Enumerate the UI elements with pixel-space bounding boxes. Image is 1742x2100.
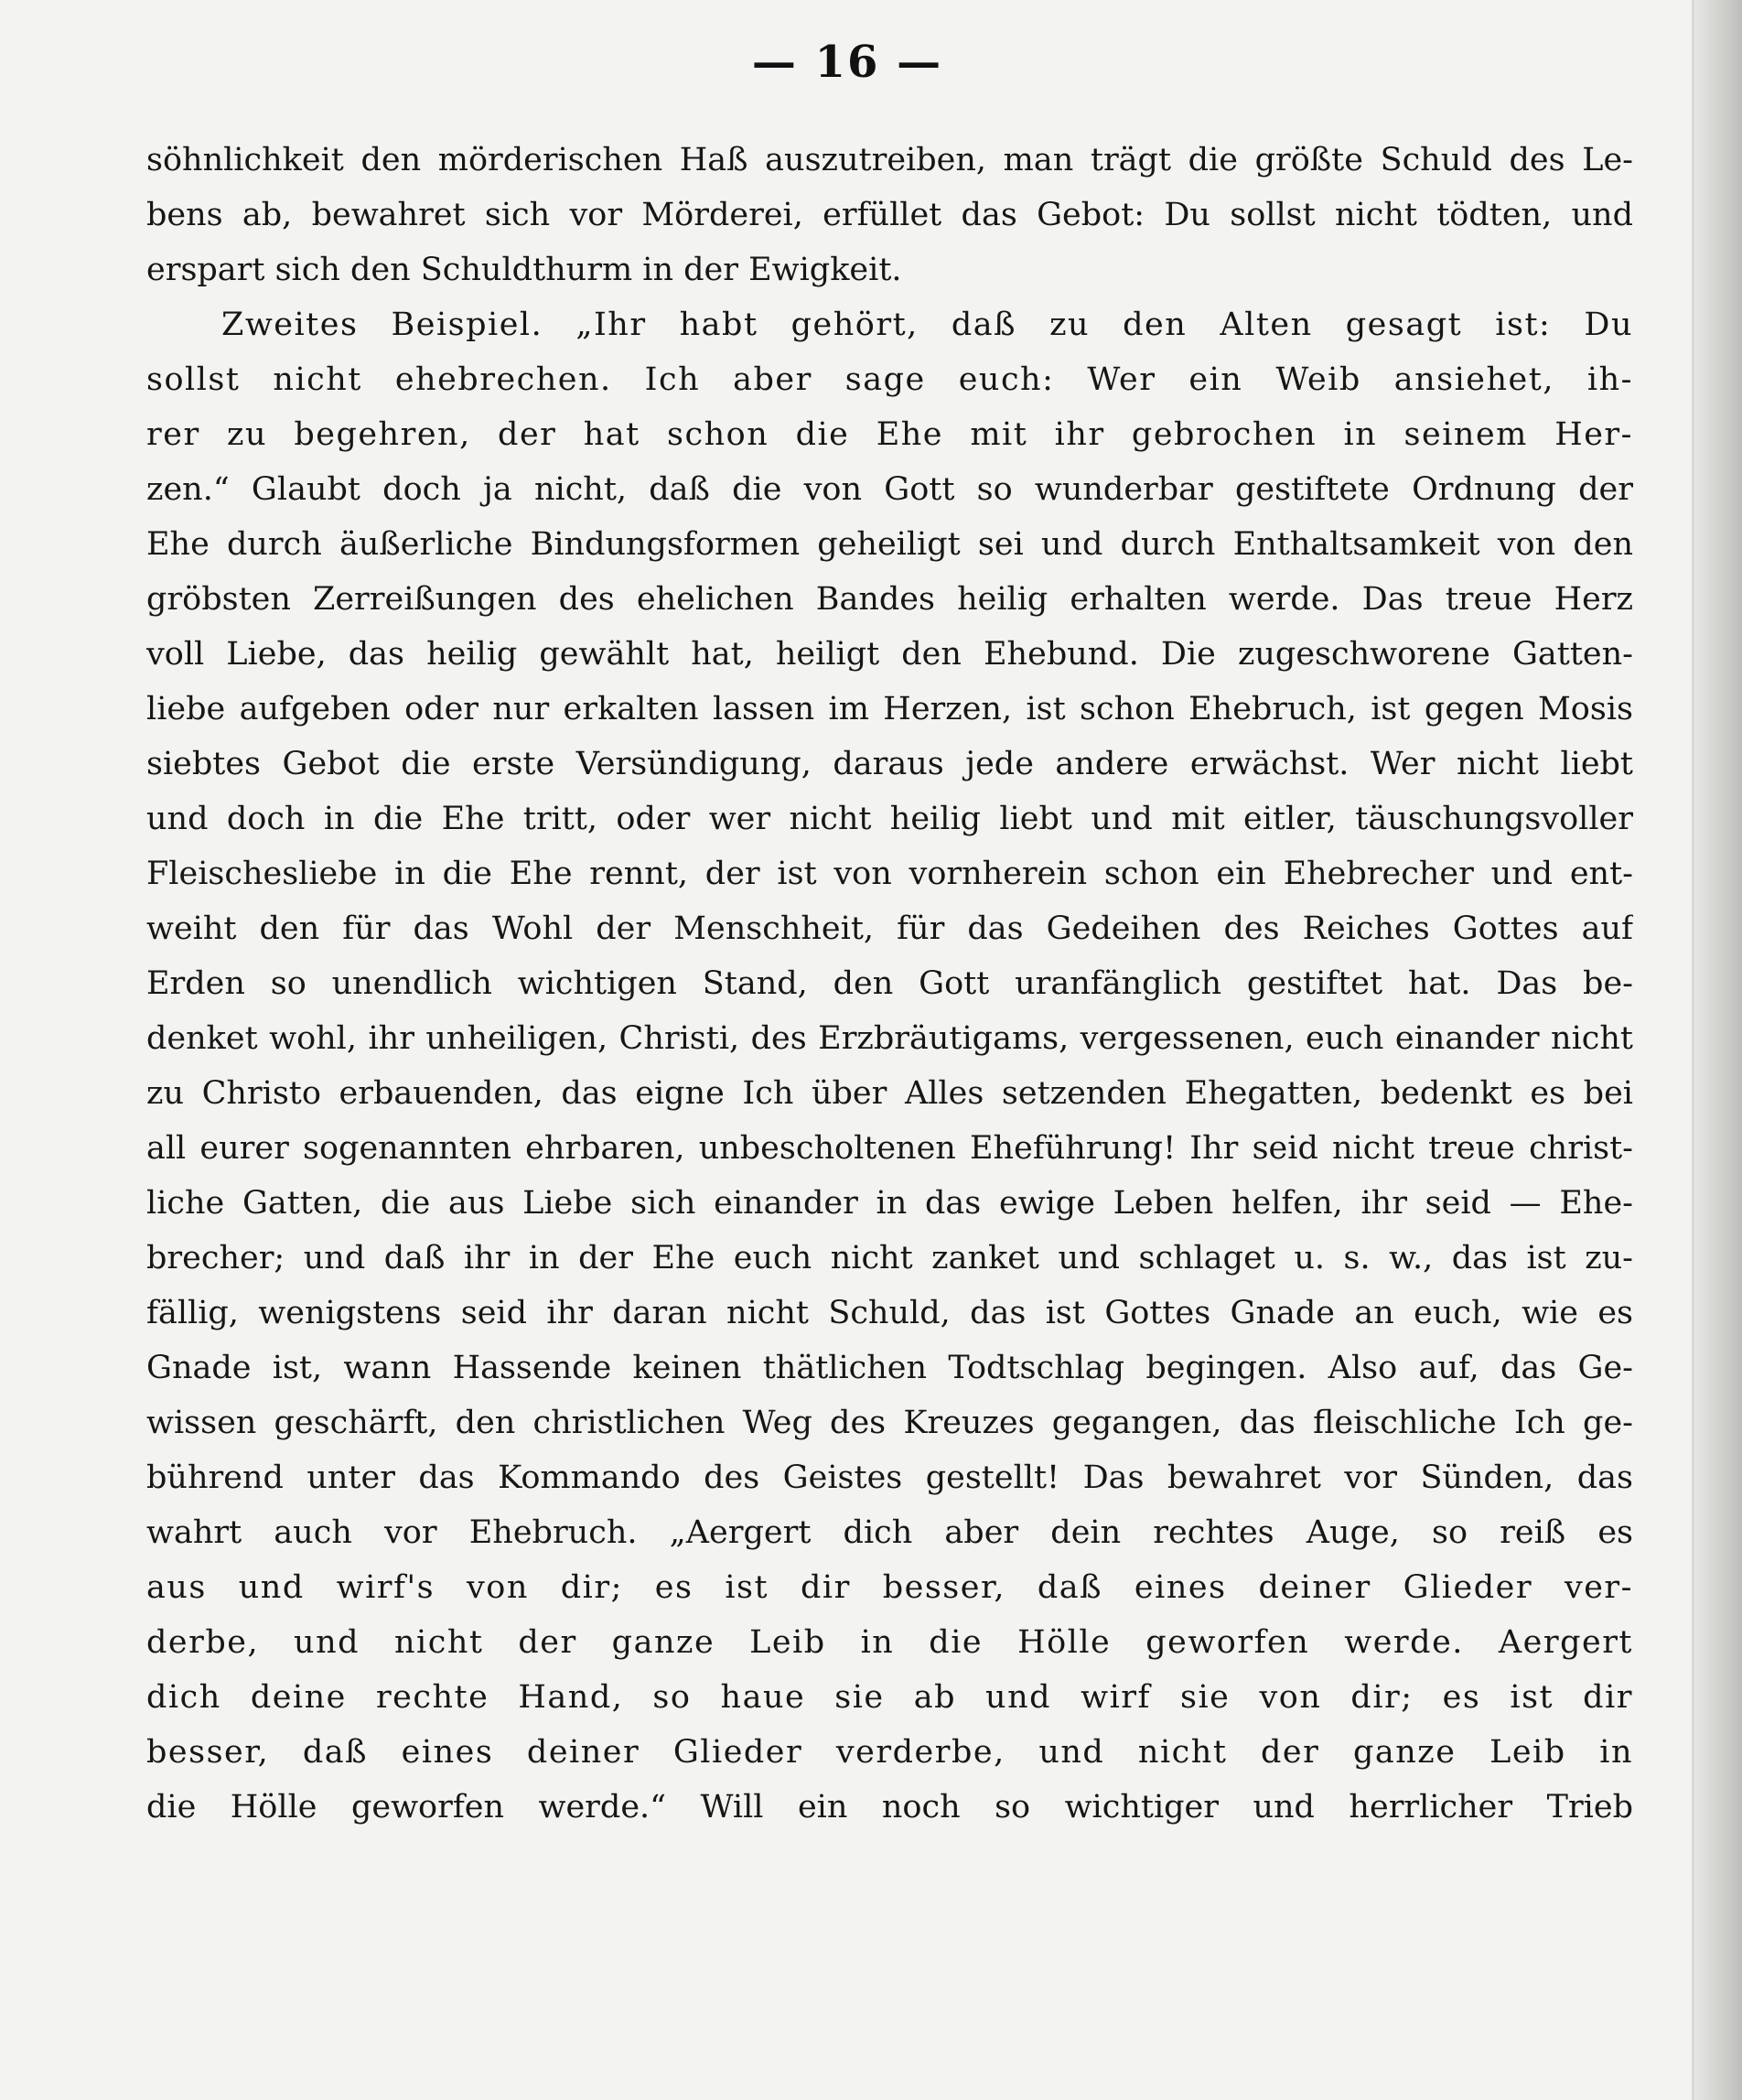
page-shadow (1694, 0, 1742, 2100)
text-line: die Hölle geworfen werde.“ Will ein noch so wichtiger und herrlicher Trieb (146, 1789, 1633, 1825)
text-line: wahrt auch vor Ehebruch. „Aergert dich aber dein rechtes Auge, so reiß es (146, 1514, 1633, 1551)
text-line: erspart sich den Schuldthurm in der Ewigkeit. (146, 252, 902, 288)
text-line: zen.“ Glaubt doch ja nicht, daß die von Gott so wunderbar gestiftete Ordnung der (146, 471, 1633, 508)
text-line: Ehe durch äußerliche Bindungsformen geheiligt sei und durch Enthaltsamkeit von den (146, 526, 1633, 563)
text-line: voll Liebe, das heilig gewählt hat, heiligt den Ehebund. Die zugeschworene Gatten- (146, 636, 1633, 673)
text-line: zu Christo erbauenden, das eigne Ich über Alles setzenden Ehegatten, bedenkt es bei (146, 1075, 1633, 1112)
text-line: all eurer sogenannten ehrbaren, unbescholtenen Eheführung! Ihr seid nicht treue christ- (146, 1130, 1633, 1167)
text-line: derbe, und nicht der ganze Leib in die Hölle geworfen werde. Aergert (146, 1624, 1633, 1661)
text-line: gröbsten Zerreißungen des ehelichen Bandes heilig erhalten werde. Das treue Herz (146, 581, 1633, 618)
text-line: weiht den für das Wohl der Menschheit, für das Gedeihen des Reiches Gottes auf (146, 910, 1633, 947)
text-line: Gnade ist, wann Hassende keinen thätlichen Todtschlag begingen. Also auf, das Ge- (146, 1350, 1633, 1386)
text-line: besser, daß eines deiner Glieder verderbe, und nicht der ganze Leib in (146, 1734, 1633, 1771)
text-line: dich deine rechte Hand, so haue sie ab und wirf sie von dir; es ist dir (146, 1679, 1633, 1716)
text-line: wissen geschärft, den christlichen Weg des Kreuzes gegangen, das fleischliche Ich ge- (146, 1405, 1633, 1441)
text-line: bührend unter das Kommando des Geistes gestellt! Das bewahret vor Sünden, das (146, 1459, 1633, 1496)
text-line: rer zu begehren, der hat schon die Ehe mit ihr gebrochen in seinem Her- (146, 416, 1633, 453)
page-number: — 16 — (751, 37, 943, 88)
text-line: aus und wirf's von dir; es ist dir besser, daß eines deiner Glieder ver- (146, 1569, 1633, 1606)
body-text (146, 133, 1633, 1835)
text-line: Zweites Beispiel. „Ihr habt gehört, daß zu den Alten gesagt ist: Du (221, 307, 1633, 343)
text-line: sollst nicht ehebrechen. Ich aber sage euch: Wer ein Weib ansiehet, ih- (146, 361, 1633, 398)
text-line: fällig, wenigstens seid ihr daran nicht Schuld, das ist Gottes Gnade an euch, wie es (146, 1295, 1633, 1331)
text-line: söhnlichkeit den mörderischen Haß auszutreiben, man trägt die größte Schuld des Le- (146, 142, 1633, 178)
text-line: liebe aufgeben oder nur erkalten lassen im Herzen, ist schon Ehebruch, ist gegen Mosis (146, 691, 1633, 727)
text-line: Erden so unendlich wichtigen Stand, den Gott uranfänglich gestiftet hat. Das be- (146, 965, 1633, 1002)
text-line: bens ab, bewahret sich vor Mörderei, erfüllet das Gebot: Du sollst nicht tödten, und (146, 197, 1633, 233)
text-line: brecher; und daß ihr in der Ehe euch nicht zanket und schlaget u. s. w., das ist zu- (146, 1240, 1633, 1276)
text-line: siebtes Gebot die erste Versündigung, daraus jede andere erwächst. Wer nicht liebt (146, 746, 1633, 782)
text-line: liche Gatten, die aus Liebe sich einander in das ewige Leben helfen, ihr seid — Ehe- (146, 1185, 1633, 1222)
text-line: denket wohl, ihr unheiligen, Christi, des Erzbräutigams, vergessenen, euch einander nicht (146, 1020, 1633, 1057)
text-line: Fleischesliebe in die Ehe rennt, der ist von vornherein schon ein Ehebrecher und ent- (146, 856, 1633, 892)
text-line: und doch in die Ehe tritt, oder wer nicht heilig liebt und mit eitler, täuschungsvoller (146, 801, 1633, 837)
